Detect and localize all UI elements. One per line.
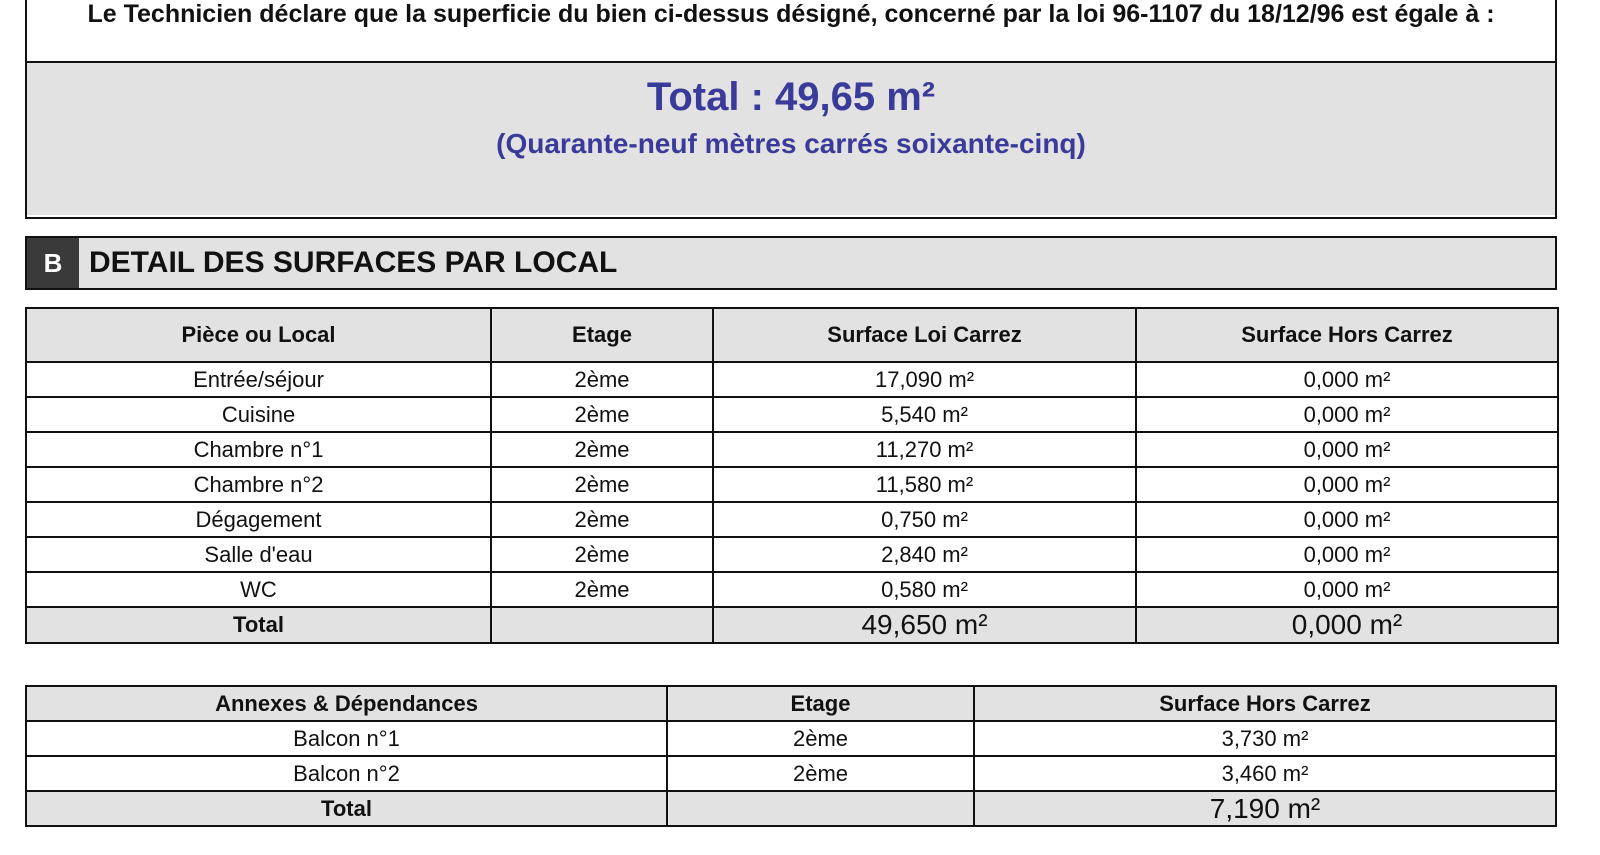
surfaces-table [25,307,1559,644]
table-header-row [26,308,1558,362]
cell-room: Cuisine [26,397,491,432]
cell-hors-carrez: 0,000 m² [1136,467,1558,502]
cell-hors-carrez: 0,000 m² [1136,362,1558,397]
table-header-row [26,686,1556,721]
cell-carrez: 5,540 m² [713,397,1136,432]
cell-annex: Balcon n°2 [26,756,667,791]
cell-floor: 2ème [491,537,713,572]
total-label: Total [26,791,667,826]
table-row [26,756,1556,791]
table-row [26,362,1558,397]
col-header-floor: Etage [667,686,974,721]
cell-floor: 2ème [667,721,974,756]
cell-carrez: 0,750 m² [713,502,1136,537]
cell-room: Dégagement [26,502,491,537]
cell-annex: Balcon n°1 [26,721,667,756]
declaration-total-in-words: (Quarante-neuf mètres carrés soixante-cinq) [496,128,1086,159]
cell-floor: 2ème [667,756,974,791]
cell-carrez: 0,580 m² [713,572,1136,607]
col-header-floor: Etage [491,308,713,362]
total-hors-carrez: 7,190 m² [974,791,1556,826]
declaration-text: Le Technicien déclare que la superficie du bien ci-dessus désigné, concerné par la loi 96-1107 du 18/12/96 est égale à : [27,0,1555,63]
cell-carrez: 2,840 m² [713,537,1136,572]
total-row [26,607,1558,643]
cell-hors-carrez: 0,000 m² [1136,502,1558,537]
cell-floor: 2ème [491,397,713,432]
declaration-total-area [27,63,1555,215]
total-hors-carrez: 0,000 m² [1136,607,1558,643]
cell-floor: 2ème [491,502,713,537]
table-row [26,537,1558,572]
total-label: Total [26,607,491,643]
col-header-hors-carrez: Surface Hors Carrez [1136,308,1558,362]
cell-room: Chambre n°2 [26,467,491,502]
section-b-header [25,236,1557,290]
table-row [26,397,1558,432]
table-row [26,721,1556,756]
cell-hors-carrez: 3,460 m² [974,756,1556,791]
cell-hors-carrez: 0,000 m² [1136,572,1558,607]
cell-carrez: 11,270 m² [713,432,1136,467]
cell-floor: 2ème [491,362,713,397]
col-header-room: Pièce ou Local [26,308,491,362]
table-row [26,572,1558,607]
section-title: DETAIL DES SURFACES PAR LOCAL [89,246,618,279]
cell-carrez: 11,580 m² [713,467,1136,502]
table-row [26,432,1558,467]
cell-room: Chambre n°1 [26,432,491,467]
section-letter: B [27,238,79,288]
cell-floor: 2ème [491,572,713,607]
col-header-carrez: Surface Loi Carrez [713,308,1136,362]
col-header-annex: Annexes & Dépendances [26,686,667,721]
cell-room: Salle d'eau [26,537,491,572]
total-floor [667,791,974,826]
declaration-box [25,0,1557,219]
cell-floor: 2ème [491,467,713,502]
cell-hors-carrez: 0,000 m² [1136,537,1558,572]
cell-hors-carrez: 0,000 m² [1136,397,1558,432]
col-header-hors-carrez: Surface Hors Carrez [974,686,1556,721]
cell-hors-carrez: 3,730 m² [974,721,1556,756]
total-row [26,791,1556,826]
cell-floor: 2ème [491,432,713,467]
cell-room: WC [26,572,491,607]
cell-carrez: 17,090 m² [713,362,1136,397]
table-row [26,502,1558,537]
cell-room: Entrée/séjour [26,362,491,397]
cell-hors-carrez: 0,000 m² [1136,432,1558,467]
annexes-table [25,685,1557,827]
table-row [26,467,1558,502]
total-carrez: 49,650 m² [713,607,1136,643]
total-floor [491,607,713,643]
declaration-total: Total : 49,65 m² [646,75,936,119]
